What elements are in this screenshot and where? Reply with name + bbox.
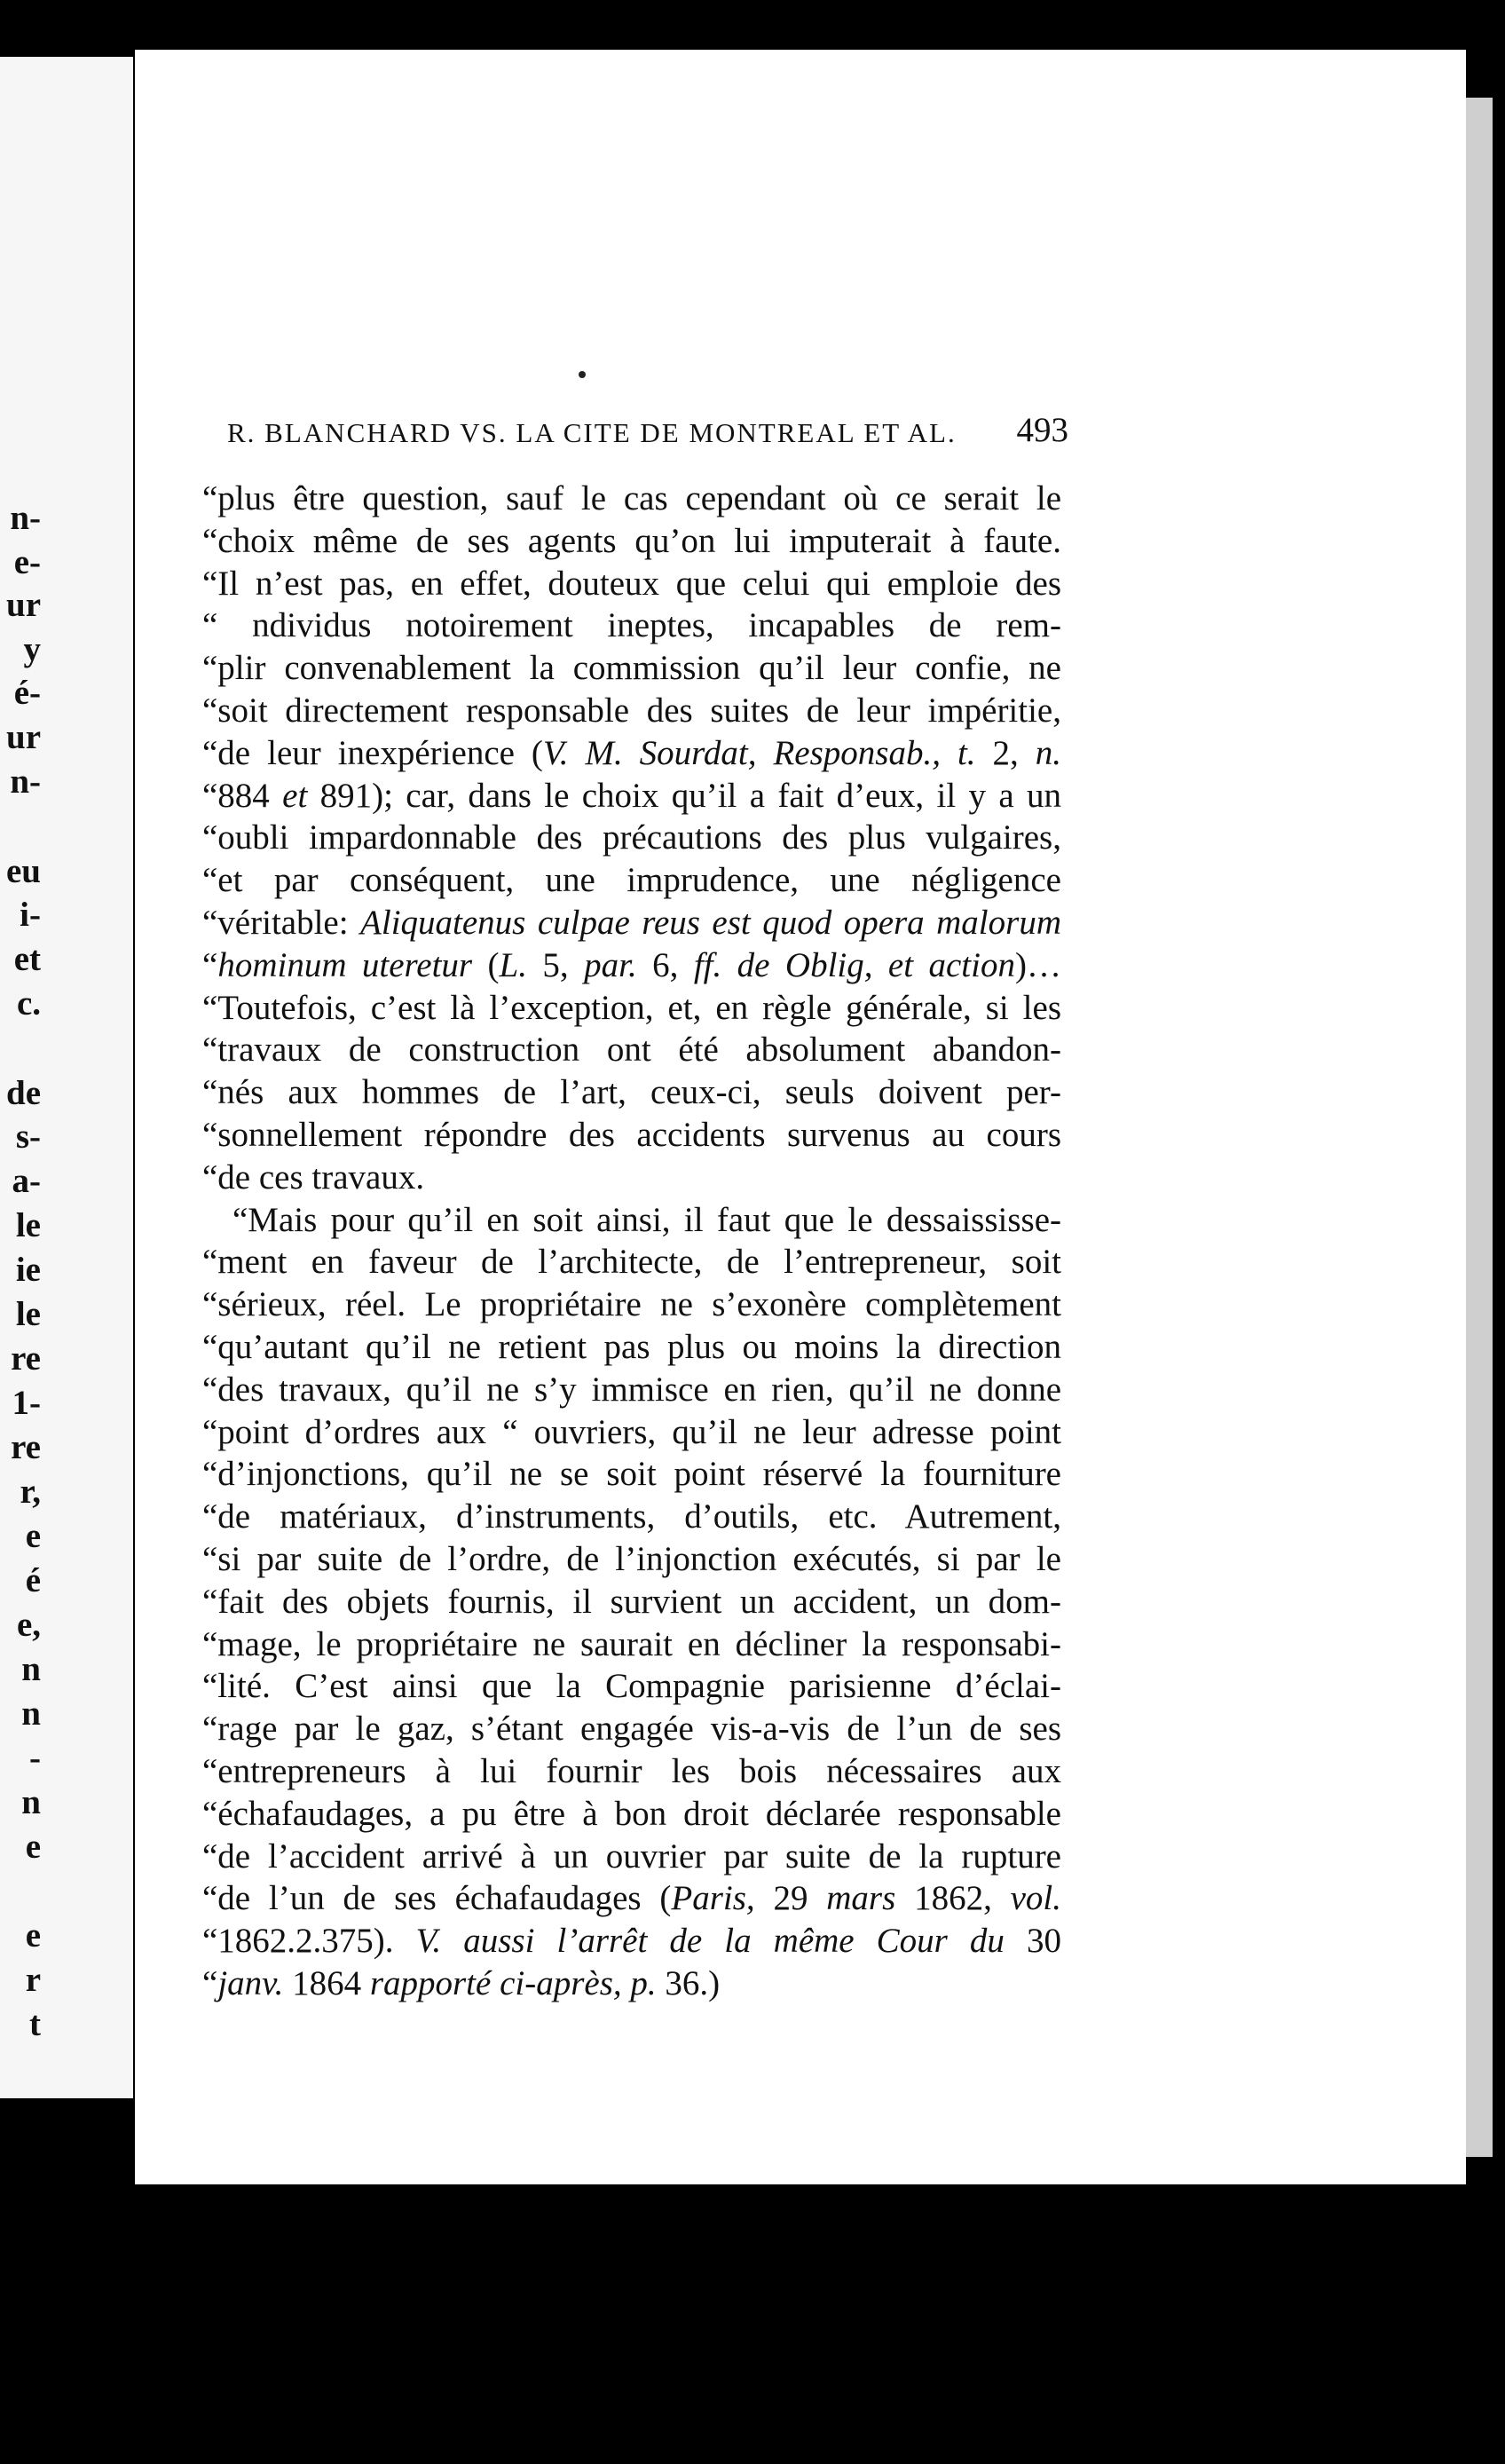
left-page-fragment: n- (10, 762, 41, 801)
left-page-fragment: a- (12, 1162, 41, 1200)
running-title: R. BLANCHARD VS. LA CITE DE MONTREAL ET AL. (227, 417, 957, 448)
left-page-fragment: 1- (12, 1384, 41, 1422)
text-line: “de matériaux, d’instruments, d’outils, etc. Autrement, (202, 1497, 1061, 1536)
text-line: “lité. C’est ainsi que la Compagnie parisienne d’éclai- (202, 1667, 1061, 1706)
text-line: “fait des objets fournis, il survient un accident, un dom- (202, 1582, 1061, 1621)
text-line: “884 et 891); car, dans le choix qu’il a fait d’eux, il y a un (202, 776, 1061, 815)
text-line: “véritable: Aliquatenus culpae reus est quod opera malorum (202, 903, 1061, 942)
left-page-fragment: n- (10, 499, 41, 537)
text-line: “point d’ordres aux “ ouvriers, qu’il ne leur adresse point (202, 1412, 1061, 1451)
left-page-margin (0, 57, 133, 2098)
text-line: “rage par le gaz, s’étant engagée vis-a-vis de l’un de ses (202, 1710, 1061, 1749)
text-line: “d’injonctions, qu’il ne se soit point réservé la fourniture (202, 1455, 1061, 1494)
left-page-fragment: y (23, 630, 41, 668)
left-page-fragment: et (13, 940, 41, 978)
left-page-fragment: c. (16, 984, 41, 1023)
text-line: “plus être question, sauf le cas cependant où ce serait le (202, 479, 1061, 517)
page-edge (1466, 98, 1493, 2157)
text-line: “de ces travaux. (202, 1157, 425, 1196)
text-line: “plir convenablement la commission qu’il leur confie, ne (202, 649, 1061, 688)
text-line: “de l’un de ses échafaudages (Paris, 29 mars 1862, vol. (202, 1879, 1061, 1918)
text-line: “oubli impardonnable des précautions des plus vulgaires, (202, 818, 1061, 857)
body-text (202, 478, 1061, 2005)
left-page-fragment: e, (16, 1606, 41, 1644)
left-page-fragment: e (25, 1916, 41, 1955)
running-head (227, 410, 1068, 454)
left-page-fragment: r, (20, 1473, 41, 1511)
text-line: “nés aux hommes de l’art, ceux-ci, seuls doivent per- (202, 1073, 1061, 1112)
left-page-fragment: le (15, 1206, 41, 1244)
left-page-fragment: e (25, 1517, 41, 1555)
text-line: “ ndividus notoirement ineptes, incapables de rem- (202, 606, 1061, 645)
text-line: “de l’accident arrivé à un ouvrier par suite de la rupture (202, 1836, 1061, 1876)
text-line: “échafaudages, a pu être à bon droit déclarée responsable (202, 1794, 1061, 1833)
left-page-fragment: t (29, 2005, 41, 2043)
left-page-fragment: ie (15, 1251, 41, 1289)
left-page-fragment: n (21, 1783, 41, 1821)
text-line: “des travaux, qu’il ne s’y immisce en rien, qu’il ne donne (202, 1370, 1061, 1409)
text-line: “choix même de ses agents qu’on lui imputerait à faute. (202, 521, 1061, 560)
left-page-fragment: n (21, 1650, 41, 1688)
left-page-fragment: le (15, 1295, 41, 1333)
text-line: “sonnellement répondre des accidents survenus au cours (202, 1115, 1061, 1154)
left-page-fragment: de (6, 1074, 41, 1112)
text-line: “qu’autant qu’il ne retient pas plus ou moins la direction (202, 1327, 1061, 1366)
text-line: “Il n’est pas, en effet, douteux que celui qui emploie des (202, 564, 1061, 603)
text-line: “soit directement responsable des suites de leur impéritie, (202, 691, 1061, 730)
left-page-fragment: ur (6, 586, 41, 624)
text-line: “et par conséquent, une imprudence, une négligence (202, 861, 1061, 900)
text-line: “1862.2.375). V. aussi l’arrêt de la même Cour du 30 (202, 1922, 1061, 1961)
left-page-fragment: ur (6, 718, 41, 756)
left-page-fragment: n (21, 1694, 41, 1733)
text-line: “Toutefois, c’est là l’exception, et, en règle générale, si les (202, 988, 1061, 1027)
left-page-fragment: re (11, 1428, 41, 1466)
text-line: “sérieux, réel. Le propriétaire ne s’exonère complètement (202, 1285, 1061, 1324)
left-page-fragment: e (25, 1828, 41, 1866)
left-page-fragment: s- (15, 1117, 41, 1156)
text-line: “ment en faveur de l’architecte, de l’entrepreneur, soit (202, 1243, 1061, 1282)
left-page-fragment: é- (13, 674, 41, 712)
text-line: “mage, le propriétaire ne saurait en décliner la responsabi- (202, 1624, 1061, 1663)
ink-speck (579, 371, 586, 378)
text-line: “hominum uteretur (L. 5, par. 6, ff. de Oblig, et action)… (202, 945, 1061, 984)
left-page-fragment: re (11, 1339, 41, 1378)
page-number: 493 (1016, 411, 1068, 449)
left-page-fragment: é (25, 1561, 41, 1599)
left-page-fragment: - (29, 1739, 41, 1777)
left-page-fragment: e- (13, 543, 41, 581)
text-line: “Mais pour qu’il en soit ainsi, il faut que le dessaississe- (232, 1200, 1061, 1239)
left-page-fragment: eu (6, 852, 41, 890)
left-page-fragment: r (25, 1961, 41, 1999)
left-page-fragment: i- (20, 896, 41, 934)
text-line: “entrepreneurs à lui fournir les bois nécessaires aux (202, 1751, 1061, 1790)
text-line: “travaux de construction ont été absolument abandon- (202, 1031, 1061, 1070)
text-line: “janv. 1864 rapporté ci-après, p. 36.) (202, 1963, 721, 2002)
text-line: “si par suite de l’ordre, de l’injonction exécutés, si par le (202, 1539, 1061, 1578)
text-line: “de leur inexpérience (V. M. Sourdat, Responsab., t. 2, n. (202, 733, 1061, 772)
